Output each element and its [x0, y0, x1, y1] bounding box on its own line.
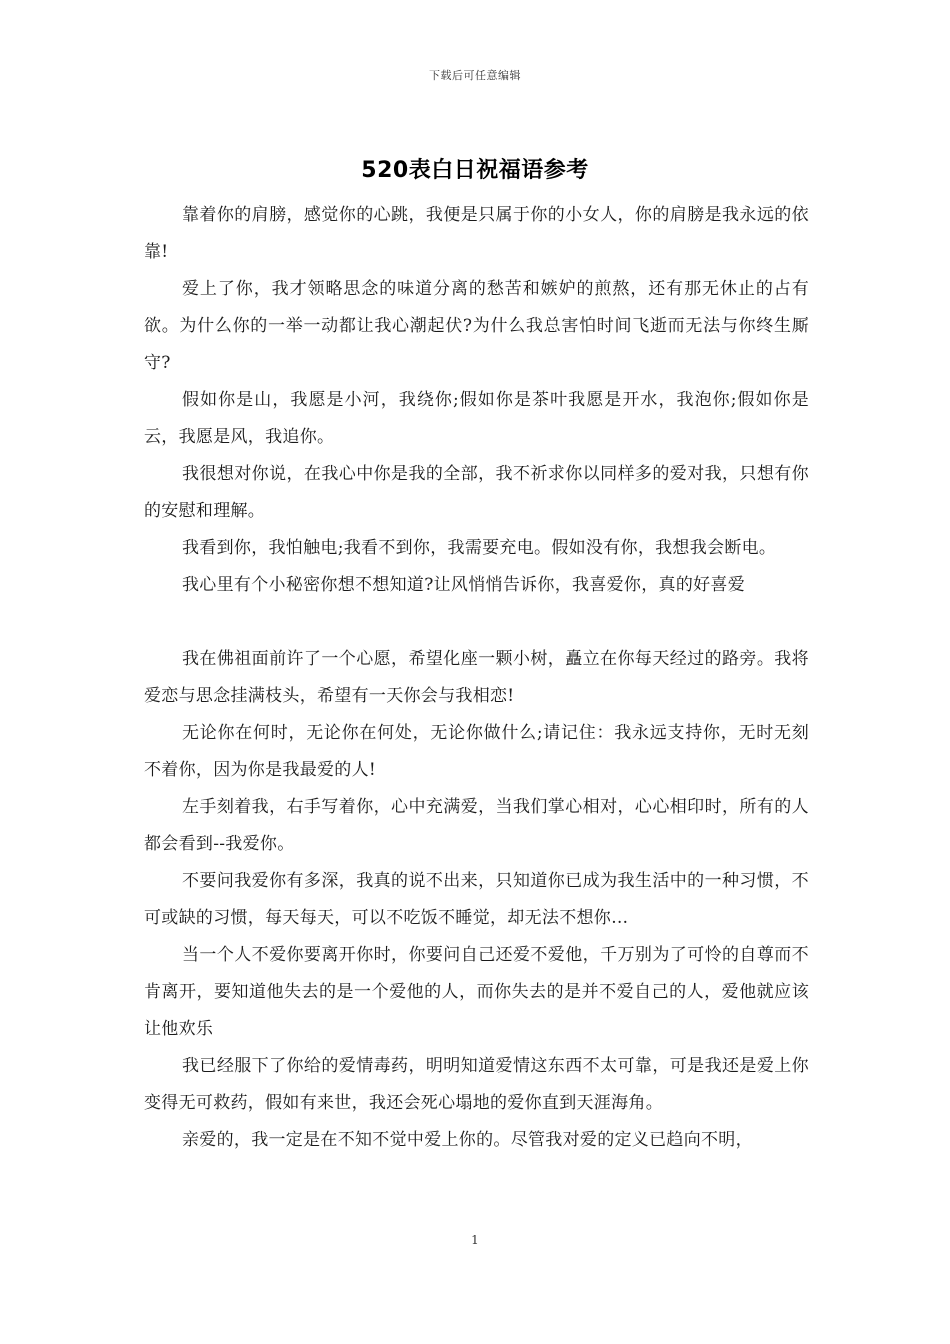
paragraph: 我心里有个小秘密你想不想知道?让风悄悄告诉你，我喜爱你，真的好喜爱 — [182, 575, 746, 595]
paragraph: 靠着你的肩膀，感觉你的心跳，我便是只属于你的小女人，你的肩膀是我永远的依靠! — [144, 205, 809, 262]
paragraph: 不要问我爱你有多深，我真的说不出来，只知道你已成为我生活中的一种习惯，不可或缺的习惯，每天每天，可以不吃饭不睡觉，却无法不想你… — [144, 871, 809, 928]
paragraph: 当一个人不爱你要离开你时，你要问自己还爱不爱他，千万别为了可怜的自尊而不肯离开，要知道他失去的是一个爱他的人，而你失去的是并不爱自己的人，爱他就应该让他欢乐 — [144, 945, 809, 1039]
paragraph: 无论你在何时，无论你在何处，无论你做什么;请记住：我永远支持你，无时无刻不着你，因为你是我最爱的人! — [144, 723, 809, 780]
paragraph: 假如你是山，我愿是小河，我绕你;假如你是茶叶我愿是开水，我泡你;假如你是云，我愿是风，我追你。 — [144, 390, 809, 447]
paragraph: 我已经服下了你给的爱情毒药，明明知道爱情这东西不太可靠，可是我还是爱上你变得无可救药，假如有来世，我还会死心塌地的爱你直到天涯海角。 — [144, 1056, 809, 1113]
page-number: 1 — [471, 1233, 479, 1247]
document-body — [144, 197, 809, 1159]
document-title: 520表白日祝福语参考 — [361, 158, 589, 183]
paragraph: 我在佛祖面前许了一个心愿，希望化座一颗小树，矗立在你每天经过的路旁。我将爱恋与思念挂满枝头，希望有一天你会与我相恋! — [144, 649, 809, 706]
paragraph: 爱上了你，我才领略思念的味道分离的愁苦和嫉妒的煎熬，还有那无休止的占有欲。为什么你的一举一动都让我心潮起伏?为什么我总害怕时间飞逝而无法与你终生厮守? — [144, 279, 809, 373]
paragraph: 亲爱的，我一定是在不知不觉中爱上你的。尽管我对爱的定义已趋向不明， — [182, 1130, 753, 1150]
page-header-note: 下载后可任意编辑 — [429, 69, 521, 82]
paragraph: 我看到你，我怕触电;我看不到你，我需要充电。假如没有你，我想我会断电。 — [182, 538, 777, 558]
paragraph: 左手刻着我，右手写着你，心中充满爱，当我们掌心相对，心心相印时，所有的人都会看到--我爱你。 — [144, 797, 809, 854]
paragraph: 我很想对你说，在我心中你是我的全部，我不祈求你以同样多的爱对我，只想有你的安慰和理解。 — [144, 464, 809, 521]
